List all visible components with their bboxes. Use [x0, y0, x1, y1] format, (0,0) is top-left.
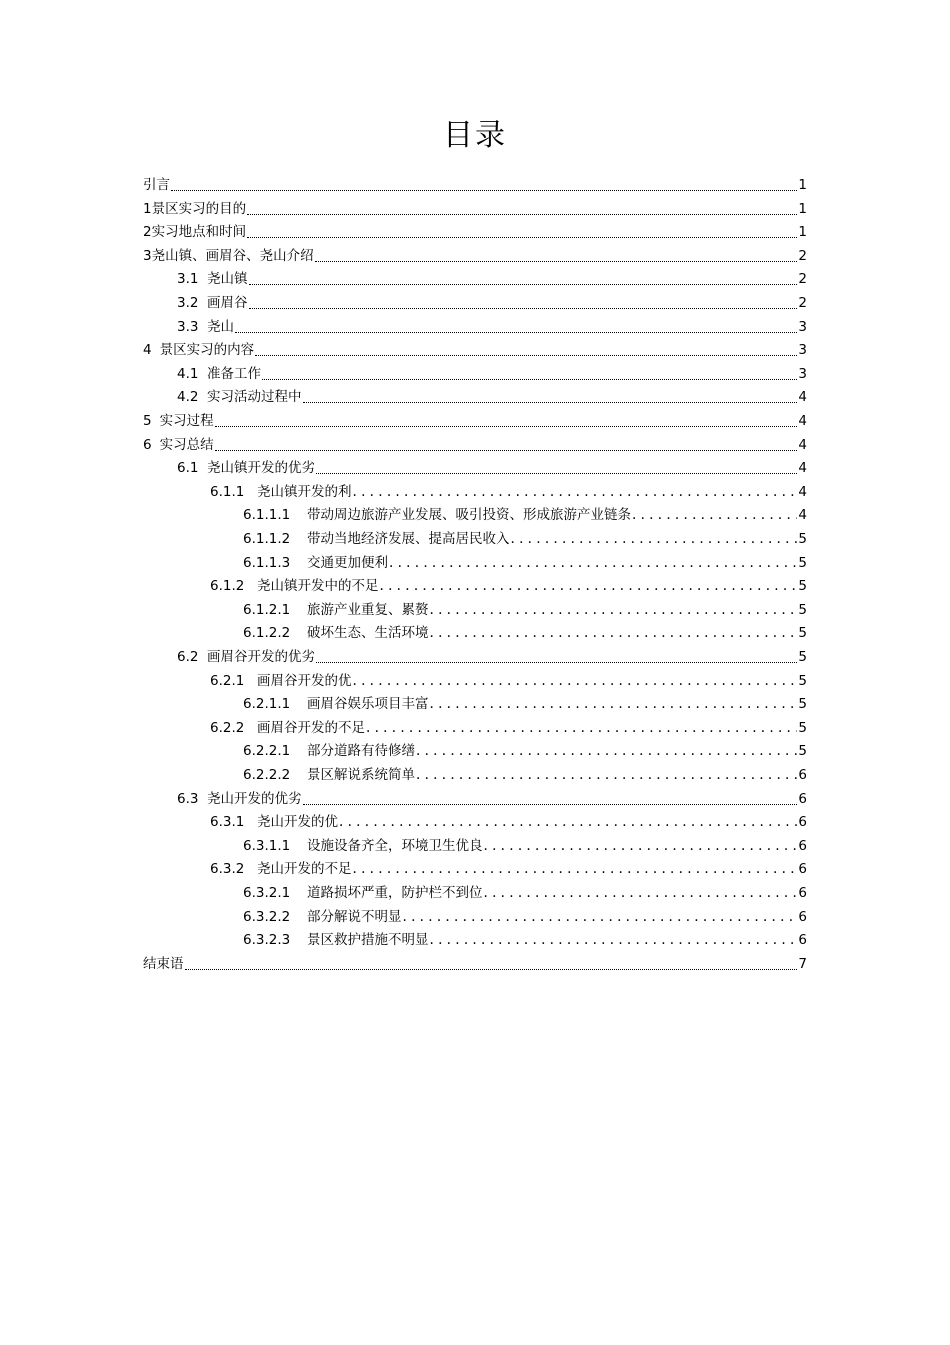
toc-entry[interactable]: [177, 644, 807, 666]
dot-leader: [249, 274, 798, 285]
toc-entry-page: 3: [798, 365, 807, 382]
toc-entry-title: 画眉谷开发的优劣: [207, 649, 315, 665]
dot-leader: [262, 369, 797, 380]
toc-entry[interactable]: [143, 172, 807, 194]
toc-entry-number: 5: [143, 413, 152, 429]
toc-entry-page: 4: [798, 389, 807, 406]
toc-entry-title: 准备工作: [207, 365, 261, 382]
toc-entry[interactable]: [210, 809, 807, 831]
toc-entry-title: 画眉谷开发的不足: [257, 719, 365, 736]
dot-leader: [389, 554, 797, 572]
toc-entry-title: 景区实习的目的: [151, 200, 247, 217]
toc-entry-number: 6.3.1.1: [243, 837, 291, 854]
toc-entry-number: 6.1.2: [210, 578, 245, 595]
toc-entry-number: 3.3: [177, 318, 199, 335]
dot-leader: [316, 463, 797, 474]
toc-entry-title: 尧山开发的优劣: [207, 790, 302, 807]
toc-entry[interactable]: [243, 691, 807, 713]
toc-entry-title: 画眉谷开发的优: [257, 672, 352, 689]
toc-entry-title: 尧山镇开发中的不足: [257, 578, 379, 595]
toc-entry-number: 6.1.2.1: [243, 601, 291, 618]
toc-entry-title: 尧山镇、画眉谷、尧山介绍: [151, 247, 314, 264]
toc-entry[interactable]: [210, 668, 807, 690]
toc-entry-number: 6.2.1.1: [243, 696, 291, 713]
toc-entry-number: 3: [143, 247, 152, 264]
toc-entry-number: 4.1: [177, 365, 199, 382]
toc-entry-title: 景区实习的内容: [159, 342, 255, 359]
toc-entry-number: 4: [143, 342, 152, 359]
toc-entry-page: 6: [798, 837, 807, 854]
dot-leader: [632, 506, 797, 524]
toc-entry-page: 5: [798, 696, 807, 713]
toc-entry-page: 7: [798, 955, 807, 972]
toc-entry[interactable]: [143, 196, 807, 218]
toc-entry[interactable]: [243, 526, 807, 548]
toc-entry-number: 1: [143, 200, 152, 217]
toc-entry-title: 破坏生态、生活环境: [307, 625, 429, 642]
toc-entry[interactable]: [243, 762, 807, 784]
toc-entry-number: 6.3.2.2: [243, 908, 291, 925]
toc-entry[interactable]: [143, 243, 807, 265]
toc-entry-page: 4: [798, 507, 807, 524]
toc-entry-number: 6.1.2.2: [243, 625, 291, 642]
toc-entry-page: 5: [798, 672, 807, 689]
toc-entry-number: 3.1: [177, 271, 199, 288]
toc-entry-page: 5: [798, 649, 807, 665]
toc-entry-page: 6: [798, 885, 807, 901]
toc-entry-page: 4: [798, 436, 807, 453]
dot-leader: [484, 837, 798, 855]
toc-entry-number: 3.2: [177, 295, 199, 311]
toc-entry-number: 6.2.2.1: [243, 743, 291, 760]
toc-entry-number: 6.1.1: [210, 483, 245, 500]
toc-entry-number: 6.3.2: [210, 861, 245, 878]
toc-entry[interactable]: [210, 573, 807, 595]
toc-entry-page: 6: [798, 814, 807, 831]
toc-entry[interactable]: [210, 856, 807, 878]
toc-entry-title: 部分道路有待修缮: [307, 743, 415, 760]
dot-leader: [353, 672, 798, 690]
toc-entry-title: 交通更加便利: [307, 554, 388, 571]
toc-entry-page: 6: [798, 932, 807, 949]
toc-entry-number: 6.2: [177, 649, 199, 665]
toc-entry-title: 尧山镇开发的利: [257, 483, 352, 500]
page-title: 目录: [443, 118, 507, 153]
toc-entry[interactable]: [177, 266, 807, 288]
toc-entry-number: 6.3.2.3: [243, 932, 291, 949]
toc-entry-title: 结束语: [143, 955, 184, 972]
toc-entry[interactable]: [243, 550, 807, 572]
toc-entry-page: 2: [798, 271, 807, 288]
dot-leader: [430, 695, 798, 713]
toc-entry[interactable]: [243, 502, 807, 524]
dot-leader: [403, 908, 798, 926]
toc-entry-number: 6.3.2.1: [243, 885, 291, 901]
dot-leader: [316, 652, 797, 663]
toc-entry-title: 引言: [143, 177, 170, 193]
toc-entry-number: 6.1.1.2: [243, 531, 291, 547]
toc-entry-title: 带动周边旅游产业发展、吸引投资、形成旅游产业链条: [307, 507, 631, 524]
toc-entry[interactable]: [177, 384, 807, 406]
toc-entry-number: 6: [143, 436, 152, 453]
toc-entry-page: 4: [798, 483, 807, 500]
toc-entry-number: 6.1.1.3: [243, 554, 291, 571]
toc-entry-number: 6.2.2: [210, 719, 245, 736]
toc-entry-title: 画眉谷娱乐项目丰富: [307, 696, 429, 713]
toc-entry-page: 5: [798, 601, 807, 618]
toc-entry-title: 尧山开发的优: [257, 814, 338, 831]
toc-entry[interactable]: [243, 880, 807, 902]
toc-entry-number: 6.2.2.2: [243, 767, 291, 783]
toc-entry-page: 3: [798, 318, 807, 335]
toc-entry-title: 设施设备齐全，环境卫生优良: [307, 837, 483, 854]
toc-entry[interactable]: [143, 432, 807, 454]
dot-leader: [353, 483, 798, 501]
toc-entry-number: 6.2.1: [210, 672, 245, 689]
toc-entry-title: 尧山开发的不足: [257, 861, 352, 878]
toc-entry-number: 6.1: [177, 460, 199, 477]
dot-leader: [215, 416, 798, 427]
toc-entry-page: 6: [798, 790, 807, 807]
toc-entry-page: 5: [798, 719, 807, 736]
toc-entry[interactable]: [143, 408, 807, 430]
toc-entry[interactable]: [177, 314, 807, 336]
toc-entry[interactable]: [177, 290, 807, 312]
toc-entry[interactable]: [177, 361, 807, 383]
dot-leader: [315, 251, 798, 262]
dot-leader: [185, 959, 798, 970]
toc-entry[interactable]: [243, 597, 807, 619]
toc-entry[interactable]: [243, 620, 807, 642]
toc-entry-title: 带动当地经济发展、提高居民收入: [307, 531, 510, 547]
toc-entry-title: 部分解说不明显: [307, 908, 402, 925]
toc-entry-page: 1: [798, 177, 807, 193]
dot-leader: [303, 392, 798, 403]
toc-entry-number: 2: [143, 224, 152, 241]
toc-entry-title: 尧山镇开发的优劣: [207, 460, 315, 477]
toc-entry-page: 2: [798, 295, 807, 311]
toc-entry-page: 4: [798, 460, 807, 477]
toc-entry-page: 2: [798, 247, 807, 264]
dot-leader: [430, 601, 798, 619]
dot-leader: [484, 884, 798, 902]
toc-entry-number: 6.3.1: [210, 814, 245, 831]
toc-entry-title: 实习总结: [159, 436, 214, 453]
dot-leader: [380, 577, 798, 595]
toc-entry-title: 道路损坏严重，防护栏不到位: [307, 885, 483, 901]
toc-entry-page: 5: [798, 554, 807, 571]
toc-entry-page: 5: [798, 625, 807, 642]
toc-entry-page: 4: [798, 413, 807, 429]
toc-entry[interactable]: [210, 479, 807, 501]
dot-leader: [511, 530, 798, 548]
toc-entry-page: 6: [798, 861, 807, 878]
dot-leader: [416, 742, 797, 760]
dot-leader: [247, 227, 797, 238]
toc-entry-title: 实习活动过程中: [207, 389, 302, 406]
dot-leader: [303, 794, 798, 805]
toc-entry-title: 画眉谷: [207, 295, 248, 311]
toc-entry-page: 6: [798, 767, 807, 783]
dot-leader: [247, 204, 797, 215]
toc-entry-page: 1: [798, 224, 807, 241]
toc-entry[interactable]: [177, 786, 807, 808]
dot-leader: [430, 624, 798, 642]
dot-leader: [249, 298, 798, 309]
toc-entry[interactable]: [143, 951, 807, 973]
toc-entry[interactable]: [177, 455, 807, 477]
toc-entry[interactable]: [210, 715, 807, 737]
toc-entry-title: 景区救护措施不明显: [307, 932, 429, 949]
toc-entry[interactable]: [243, 927, 807, 949]
toc-entry[interactable]: [143, 219, 807, 241]
dot-leader: [430, 931, 798, 949]
dot-leader: [215, 440, 798, 451]
toc-entry-page: 5: [798, 531, 807, 547]
toc-entry-number: 6.3: [177, 790, 199, 807]
toc-entry-page: 5: [798, 578, 807, 595]
toc-entry-title: 实习地点和时间: [151, 224, 247, 241]
toc-entry-title: 实习过程: [159, 413, 214, 429]
toc-entry-title: 景区解说系统简单: [307, 767, 415, 783]
dot-leader: [366, 719, 797, 737]
dot-leader: [416, 766, 797, 784]
toc-entry-number: 6.1.1.1: [243, 507, 291, 524]
toc-entry-page: 3: [798, 342, 807, 359]
toc-entry-title: 尧山: [207, 318, 234, 335]
dot-leader: [255, 345, 797, 356]
toc-entry-number: 4.2: [177, 389, 199, 406]
toc-entry[interactable]: [243, 833, 807, 855]
toc-entry-page: 1: [798, 200, 807, 217]
toc-entry-title: 尧山镇: [207, 271, 248, 288]
toc-entry[interactable]: [243, 738, 807, 760]
toc-entry-title: 旅游产业重复、累赘: [307, 601, 429, 618]
dot-leader: [171, 180, 797, 191]
dot-leader: [235, 322, 797, 333]
toc-entry[interactable]: [143, 337, 807, 359]
dot-leader: [353, 860, 798, 878]
toc-entry[interactable]: [243, 904, 807, 926]
toc-entry-page: 6: [798, 908, 807, 925]
dot-leader: [339, 813, 797, 831]
toc-entry-page: 5: [798, 743, 807, 760]
